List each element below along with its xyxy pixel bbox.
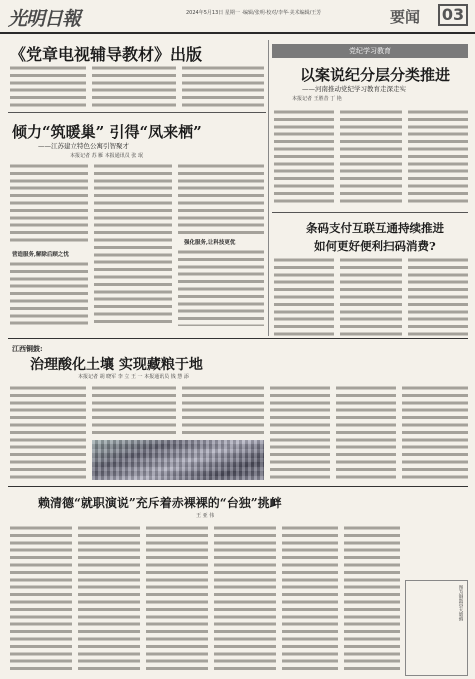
article6-byline: 王 亚 伟 [196, 513, 215, 519]
article5-title[interactable]: 治理酸化土壤 实现藏粮于地 [30, 357, 203, 373]
masthead [0, 0, 475, 34]
article3-byline: 本报记者 王胜昔 丁 艳 [292, 96, 342, 102]
article6-body-col6 [344, 524, 400, 674]
article4-body-col1 [274, 256, 334, 336]
article5-byline: 本报记者 胡 晓军 李 立 王 一 本报通讯员 钱 慧 添 [78, 374, 189, 380]
article6-body-col3 [146, 524, 208, 674]
header-info: 2024年5月13日 星期一 ·编辑/张明·校对/李华·美术编辑/王芳 [186, 10, 322, 16]
article3-body-col3 [408, 108, 468, 206]
article2-section-head2: 强化服务,让科技更优 [184, 240, 236, 246]
photo-texture [92, 440, 264, 480]
article1-body-col1 [10, 64, 86, 108]
article2-body-col2 [94, 162, 172, 326]
photo-caption: 图为铜鼓县大塅镇 [458, 585, 463, 621]
divider [8, 338, 468, 339]
article6-body-col5 [282, 524, 338, 674]
article2-title[interactable]: 倾力“筑暖巢” 引得“凤来栖” [12, 123, 202, 141]
article2-body-col3 [178, 162, 264, 234]
article5-body-col2 [92, 384, 176, 436]
article6-title[interactable]: 赖清德“就职演说”充斥着赤裸裸的“台独”挑衅 [38, 496, 282, 510]
article5-body-col4 [270, 384, 330, 480]
photo-sidebar [405, 580, 468, 676]
article6-body-col2 [78, 524, 140, 674]
article4-body-col2 [340, 256, 402, 336]
article4-title-line1[interactable]: 条码支付互联互通持续推进 [306, 221, 444, 235]
newspaper-logo: 光明日報 [8, 8, 81, 30]
article4-title-line2[interactable]: 如何更好便利扫码消费? [314, 239, 436, 253]
article3-title[interactable]: 以案说纪分层分类推进 [300, 66, 451, 84]
article3-banner: 党纪学习教育 [272, 44, 468, 58]
article5-kicker: 江西铜鼓: [12, 344, 43, 353]
article1-body-col2 [92, 64, 176, 108]
article2-body-col1 [10, 162, 88, 246]
article5-body-col3 [182, 384, 264, 436]
article6-body-col4 [214, 524, 276, 674]
divider [8, 112, 266, 113]
page-number: 03 [438, 4, 468, 26]
article4-body-col3 [408, 256, 468, 336]
article5-body-col6 [402, 384, 468, 480]
column-divider [268, 40, 269, 336]
article2-section-head: 营造服务,解除后顾之忧 [12, 252, 69, 258]
article3-body-col1 [274, 108, 334, 206]
article6-body-col1 [10, 524, 72, 674]
article2-body-col1b [10, 260, 88, 326]
article1-title[interactable]: 《党章电视辅导教材》出版 [10, 45, 203, 64]
article2-subtitle: ——江苏建立特色公寓引智聚才 [38, 142, 129, 150]
article5-body-col1 [10, 384, 86, 480]
divider [272, 212, 468, 213]
article2-byline: 本报记者 苏 雁 本报通讯员 张 珉 [70, 153, 143, 159]
article3-subtitle: ——河南推动党纪学习教育走深走实 [302, 85, 406, 93]
terraced-farmland-photo [92, 440, 264, 480]
article1-body-col3 [182, 64, 264, 108]
article3-body-col2 [340, 108, 402, 206]
article5-body-col5 [336, 384, 396, 480]
section-title: 要闻 [390, 8, 421, 26]
article2-body-col3b [178, 248, 264, 326]
divider [8, 486, 468, 487]
